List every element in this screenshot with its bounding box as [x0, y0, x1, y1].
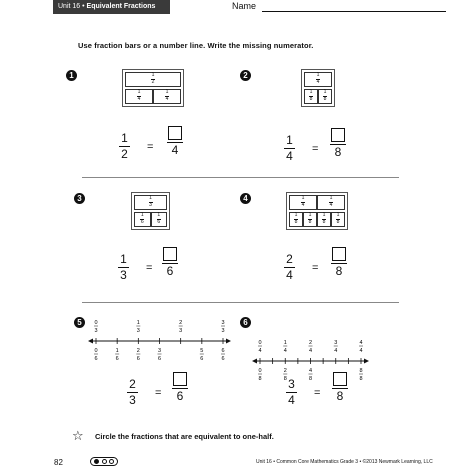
tick-label-numerator: 2: [283, 368, 287, 374]
numerator-answer-box[interactable]: [173, 372, 187, 386]
bar-denominator: 8: [309, 96, 313, 103]
fraction-bar-cell: [134, 195, 167, 210]
fraction-bar-cell: [151, 212, 168, 227]
tick-label-denominator: 6: [136, 356, 140, 362]
bar-denominator: 8: [308, 219, 312, 226]
given-fraction: [118, 253, 129, 282]
tick-label-denominator: 3: [221, 328, 225, 334]
fraction-bar-cell: [134, 212, 151, 227]
tick-label-denominator: 3: [136, 328, 140, 334]
instructions: Use fraction bars or a number line. Write the missing numerator.: [78, 41, 314, 50]
tick-label-denominator: 8: [308, 376, 313, 382]
fraction-bar-cell: [153, 89, 181, 104]
numerator: 1: [120, 252, 127, 266]
name-line: [262, 11, 446, 12]
answer-fraction: [162, 247, 178, 278]
tick-label-denominator: 8: [359, 376, 363, 382]
tick-label-numerator: 0: [258, 368, 262, 374]
bar-numerator: 1: [140, 212, 144, 219]
answer-fraction: [172, 372, 188, 403]
problem-number: 3: [74, 193, 85, 204]
fraction-bars: [301, 69, 335, 107]
fraction-bar-bottom: [125, 89, 181, 104]
fraction-bar-cell: [289, 212, 303, 227]
fraction-bar-bottom: [289, 212, 345, 227]
fraction-bar-cell: [318, 89, 332, 104]
bar-numerator: 1: [309, 89, 313, 96]
bar-denominator: 8: [322, 219, 326, 226]
equals-sign: =: [314, 387, 321, 399]
unit-label: Unit 16: [58, 3, 81, 10]
fraction-bar-top: [304, 72, 332, 87]
fraction-bar-cell: [303, 212, 317, 227]
problem-number: 4: [240, 193, 251, 204]
bar-denominator: 8: [294, 219, 298, 226]
tick-label-numerator: 4: [308, 368, 313, 374]
name-label: Name: [232, 1, 257, 11]
bar-numerator: 1: [322, 212, 326, 219]
bar-numerator: 1: [308, 212, 312, 219]
tick-label-numerator: 0: [94, 320, 98, 326]
answer-fraction: [330, 128, 346, 159]
bar-denominator: 4: [165, 96, 169, 103]
fraction-bar-cell: [331, 212, 345, 227]
fraction-bar-cell: [125, 89, 153, 104]
fraction-bar-cell: [125, 72, 181, 87]
tick-label-denominator: 8: [283, 376, 287, 382]
unit-title: Equivalent Fractions: [86, 3, 156, 10]
given-fraction: [284, 134, 295, 163]
bar-denominator: 6: [157, 219, 161, 226]
arrow-left-icon: [88, 339, 93, 344]
numerator: 2: [286, 252, 293, 266]
fraction-bar-bottom: [304, 89, 332, 104]
tick-label-denominator: 6: [115, 356, 119, 362]
tick-label-numerator: 3: [157, 348, 162, 354]
denominator: 8: [335, 264, 343, 278]
bar-denominator: 4: [137, 96, 141, 103]
fraction-bars: [122, 69, 184, 107]
star-icon: ☆: [72, 428, 84, 443]
answer-fraction: [167, 126, 183, 157]
tick-label-numerator: 6: [221, 348, 225, 354]
denominator: 8: [334, 145, 342, 159]
problem-number: 5: [74, 317, 85, 328]
numerator-answer-box[interactable]: [163, 247, 177, 261]
numerator-answer-box[interactable]: [168, 126, 182, 140]
tick-label-numerator: 4: [359, 340, 363, 346]
tick-label-denominator: 6: [157, 356, 162, 362]
denominator: 4: [171, 143, 179, 157]
unit-separator: •: [82, 3, 85, 10]
tick-label-denominator: 6: [200, 356, 204, 362]
denominator: 6: [166, 264, 174, 278]
problem-number: 1: [66, 70, 77, 81]
given-fraction: [283, 376, 297, 407]
fraction-bar-top: [289, 195, 345, 210]
fraction-bar-cell: [304, 72, 332, 87]
denominator: 8: [336, 389, 344, 403]
tick-label-numerator: 3: [221, 320, 225, 326]
denominator: 3: [129, 393, 136, 407]
tick-label-denominator: 4: [359, 348, 363, 354]
tick-label-numerator: 5: [200, 348, 204, 354]
tick-label-denominator: 8: [258, 376, 262, 382]
equals-sign: =: [312, 262, 319, 274]
arrow-right-icon: [226, 339, 231, 344]
tick-label-numerator: 1: [115, 348, 119, 354]
given-fraction: [119, 132, 130, 161]
level-dot: [94, 459, 99, 464]
numerator: 3: [288, 377, 295, 391]
given-fraction: [127, 378, 138, 407]
bar-numerator: 1: [149, 195, 152, 202]
tick-label-numerator: 1: [283, 340, 287, 346]
fraction-bar-cell: [317, 195, 345, 210]
equals-sign: =: [146, 262, 153, 274]
tick-label-numerator: 1: [136, 320, 140, 326]
tick-label-denominator: 6: [221, 356, 225, 362]
numerator: 1: [286, 133, 293, 147]
bar-numerator: 1: [294, 212, 298, 219]
level-dot: [109, 459, 114, 464]
equals-sign: =: [147, 141, 154, 153]
footer-credit: Unit 16 • Common Core Mathematics Grade 3 • ©2013 Newmark Learning, LLC: [256, 459, 433, 465]
circle-instruction: Circle the fractions that are equivalent to one-half.: [95, 432, 274, 441]
tick-label-numerator: 3: [334, 340, 338, 346]
tick-label-denominator: 4: [308, 348, 313, 354]
problem-number: 6: [240, 317, 251, 328]
equals-sign: =: [312, 143, 319, 155]
fraction-bar-cell: [317, 212, 331, 227]
fraction-bars: [286, 192, 348, 230]
bar-denominator: 3: [149, 202, 152, 209]
numerator-answer-box[interactable]: [331, 128, 345, 142]
bar-numerator: 1: [157, 212, 161, 219]
number-line: [88, 315, 231, 367]
tick-label-numerator: 2: [179, 320, 183, 326]
bar-numerator: 1: [137, 89, 141, 96]
denominator: 4: [288, 393, 295, 407]
level-dot: [102, 459, 107, 464]
numerator-answer-box[interactable]: [333, 372, 347, 386]
denominator: 6: [176, 389, 184, 403]
fraction-bar-bottom: [134, 212, 167, 227]
bar-denominator: 4: [301, 202, 305, 209]
bar-numerator: 1: [301, 195, 305, 202]
arrow-right-icon: [364, 359, 369, 364]
bar-numerator: 1: [329, 195, 333, 202]
equals-sign: =: [155, 387, 162, 399]
unit-header-tab: [53, 0, 170, 14]
tick-label-denominator: 4: [334, 348, 338, 354]
denominator: 2: [121, 147, 128, 161]
bar-numerator: 1: [323, 89, 327, 96]
bar-numerator: 1: [151, 72, 155, 79]
tick-label-numerator: 8: [359, 368, 363, 374]
section-divider-2: [82, 302, 399, 303]
tick-label-numerator: 2: [136, 348, 140, 354]
tick-label-denominator: 3: [179, 328, 183, 334]
denominator: 3: [120, 268, 127, 282]
answer-fraction: [332, 372, 348, 403]
bar-denominator: 4: [329, 202, 333, 209]
tick-label-denominator: 4: [258, 348, 262, 354]
numerator-answer-box[interactable]: [332, 247, 346, 261]
tick-label-numerator: 0: [94, 348, 98, 354]
fraction-bar-cell: [304, 89, 318, 104]
given-fraction: [284, 253, 295, 282]
denominator: 4: [286, 149, 293, 163]
arrow-left-icon: [252, 359, 257, 364]
numerator: 2: [129, 377, 136, 391]
tick-label-denominator: 6: [94, 356, 98, 362]
fraction-bars: [131, 192, 170, 230]
level-indicator: [90, 457, 118, 466]
tick-label-numerator: 2: [308, 340, 313, 346]
bar-denominator: 8: [336, 219, 340, 226]
fraction-bar-cell: [289, 195, 317, 210]
problem-number: 2: [240, 70, 251, 81]
number-line: [252, 335, 369, 387]
bar-denominator: 6: [140, 219, 144, 226]
tick-label-numerator: 0: [258, 340, 262, 346]
bar-numerator: 1: [316, 72, 320, 79]
tick-label-denominator: 4: [283, 348, 287, 354]
fraction-bar-top: [134, 195, 167, 210]
bar-denominator: 8: [323, 96, 327, 103]
numerator: 1: [121, 131, 128, 145]
tick-label-denominator: 3: [94, 328, 98, 334]
bar-numerator: 1: [165, 89, 169, 96]
fraction-bar-top: [125, 72, 181, 87]
bar-denominator: 2: [151, 79, 155, 86]
answer-fraction: [331, 247, 347, 278]
section-divider-1: [82, 177, 399, 178]
bar-numerator: 1: [336, 212, 340, 219]
page-number: 82: [54, 458, 63, 467]
bar-denominator: 4: [316, 79, 320, 86]
denominator: 4: [286, 268, 293, 282]
